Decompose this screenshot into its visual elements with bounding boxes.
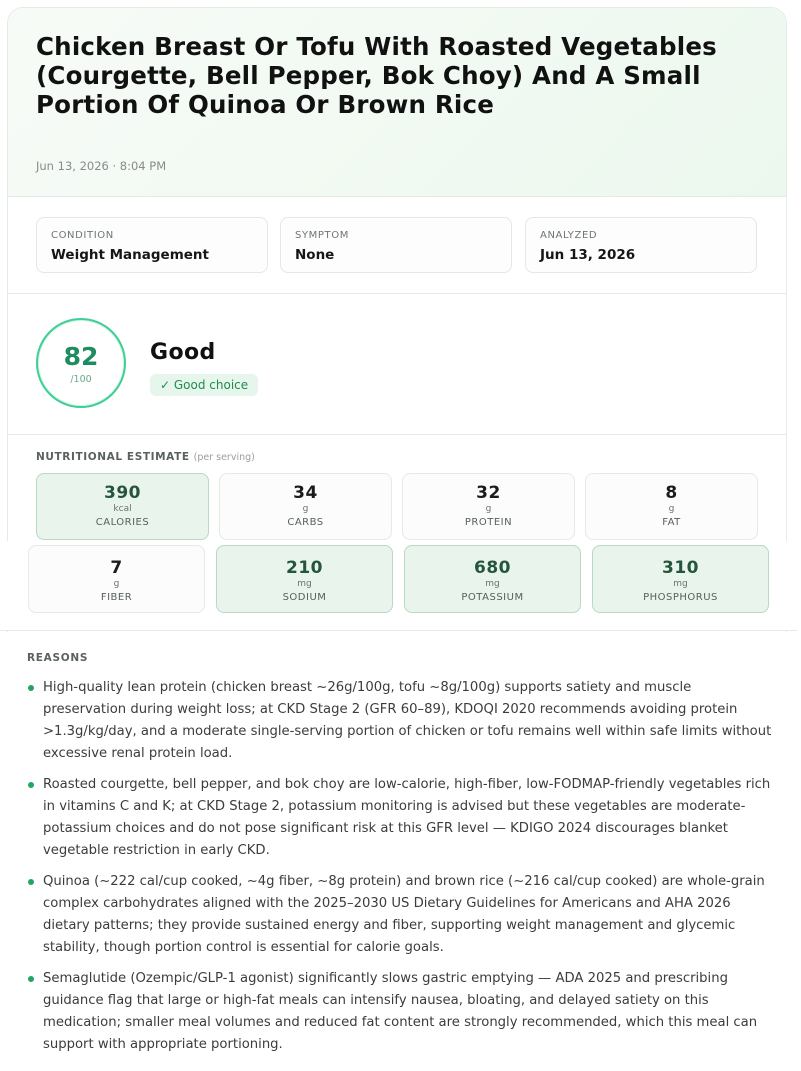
nutrient-value: 210 xyxy=(286,558,323,578)
nutrient-value: 32 xyxy=(476,483,501,503)
bullet-dot-icon xyxy=(28,782,34,788)
bullet-dot-icon xyxy=(28,879,34,885)
nutrient-label: CALORIES xyxy=(95,517,150,528)
nutrient-label: PROTEIN xyxy=(464,517,513,528)
nutrient-row-2 xyxy=(0,541,801,631)
nutrient-tile-fiber xyxy=(28,545,205,613)
nutrient-value: 680 xyxy=(474,558,511,578)
nutrient-label: FAT xyxy=(662,517,681,528)
nutrient-label: CARBS xyxy=(287,517,324,528)
reason-text: High-quality lean protein (chicken breast ~26g/100g, tofu ~8g/100g) supports satiety and muscle preservation during weight loss; at CKD Stage 2 (GFR 60–89), KDOQI 2020 recommends avoiding protein >1.3g/kg/day, and a moderate single-serving portion of chicken or tofu remains well within safe limits without excessive renal protein load. xyxy=(43,680,772,761)
meal-title: Chicken Breast Or Tofu With Roasted Vegetables (Courgette, Bell Pepper, Bok Choy) And A Small Portion Of Quinoa Or Brown Rice xyxy=(36,32,717,119)
analyzed-value: Jun 13, 2026 xyxy=(540,247,636,263)
nutrition-heading xyxy=(36,451,255,463)
symptom-box xyxy=(280,217,512,273)
nutrient-label: PHOSPHORUS xyxy=(643,592,718,603)
nutrient-tile-phosphorus xyxy=(592,545,769,613)
meal-timestamp: Jun 13, 2026 · 8:04 PM xyxy=(36,159,167,173)
nutrient-value: 34 xyxy=(293,483,318,503)
nutrient-unit: g xyxy=(485,504,492,514)
nutrient-tile-calories xyxy=(36,473,209,540)
nutrient-tile-fat xyxy=(585,473,758,540)
score-ring xyxy=(36,318,126,408)
nutrient-unit: g xyxy=(113,579,120,589)
nutrient-value: 8 xyxy=(665,483,678,503)
analyzed-box xyxy=(525,217,757,273)
nutrition-subheading: (per serving) xyxy=(193,452,255,463)
reason-item xyxy=(27,968,772,1056)
symptom-label: SYMPTOM xyxy=(295,230,349,241)
nutrient-unit: kcal xyxy=(113,504,132,514)
verdict-title: Good xyxy=(150,340,216,365)
reasons-divider xyxy=(0,630,797,631)
symptom-value: None xyxy=(295,247,335,263)
nutrient-label: POTASSIUM xyxy=(461,592,524,603)
reason-item xyxy=(27,774,772,862)
verdict-badge: ✓ Good choice xyxy=(150,374,258,396)
meal-header xyxy=(8,8,786,197)
condition-value: Weight Management xyxy=(51,247,209,263)
reasons-heading: REASONS xyxy=(27,652,89,664)
reasons-list xyxy=(27,677,772,1065)
nutrient-value: 390 xyxy=(104,483,141,503)
nutrition-heading-text: NUTRITIONAL ESTIMATE xyxy=(36,451,190,463)
nutrient-unit: mg xyxy=(673,579,688,589)
analyzed-label: ANALYZED xyxy=(540,230,598,241)
nutrient-tile-potassium xyxy=(404,545,581,613)
nutrient-unit: g xyxy=(668,504,675,514)
condition-box xyxy=(36,217,268,273)
nutrient-unit: mg xyxy=(485,579,500,589)
reason-item xyxy=(27,677,772,765)
reason-text: Semaglutide (Ozempic/GLP-1 agonist) significantly slows gastric emptying — ADA 2025 and prescribing guidance flag that large or high-fat meals can intensify nausea, bloating, and delayed satiety on this medication; smaller meal volumes and reduced fat content are strongly recommended, which this meal can support with appropriate portioning. xyxy=(43,971,758,1052)
score-value: 82 xyxy=(63,342,99,371)
nutrient-unit: g xyxy=(302,504,309,514)
score-section xyxy=(8,294,786,435)
nutrient-label: SODIUM xyxy=(282,592,327,603)
condition-label: CONDITION xyxy=(51,230,114,241)
meal-card xyxy=(7,7,787,632)
nutrient-tile-protein xyxy=(402,473,575,540)
nutrient-value: 310 xyxy=(662,558,699,578)
nutrient-unit: mg xyxy=(297,579,312,589)
nutrient-label: FIBER xyxy=(100,592,133,603)
bullet-dot-icon xyxy=(28,685,34,691)
reason-text: Quinoa (~222 cal/cup cooked, ~4g fiber, ~8g protein) and brown rice (~216 cal/cup cooked) are whole-grain complex carbohydrates aligned with the 2025–2030 US Dietary Guidelines for Americans and AHA 2026 dietary patterns; they provide sustained energy and fiber, supporting weight management and glycemic stability, though portion control is essential for calorie goals. xyxy=(43,874,765,955)
nutrient-tile-carbs xyxy=(219,473,392,540)
bullet-dot-icon xyxy=(28,976,34,982)
nutrient-tile-sodium xyxy=(216,545,393,613)
nutrient-value: 7 xyxy=(110,558,123,578)
reason-text: Roasted courgette, bell pepper, and bok choy are low-calorie, high-fiber, low-FODMAP-friendly vegetables rich in vitamins C and K; at CKD Stage 2, potassium monitoring is advised but these vegetables are moderate-potassium choices and do not pose significant risk at this GFR level — KDIGO 2024 discourages blanket vegetable restriction in early CKD. xyxy=(43,777,771,858)
score-max: /100 xyxy=(70,374,92,385)
meta-section xyxy=(8,197,786,294)
reason-item xyxy=(27,871,772,959)
